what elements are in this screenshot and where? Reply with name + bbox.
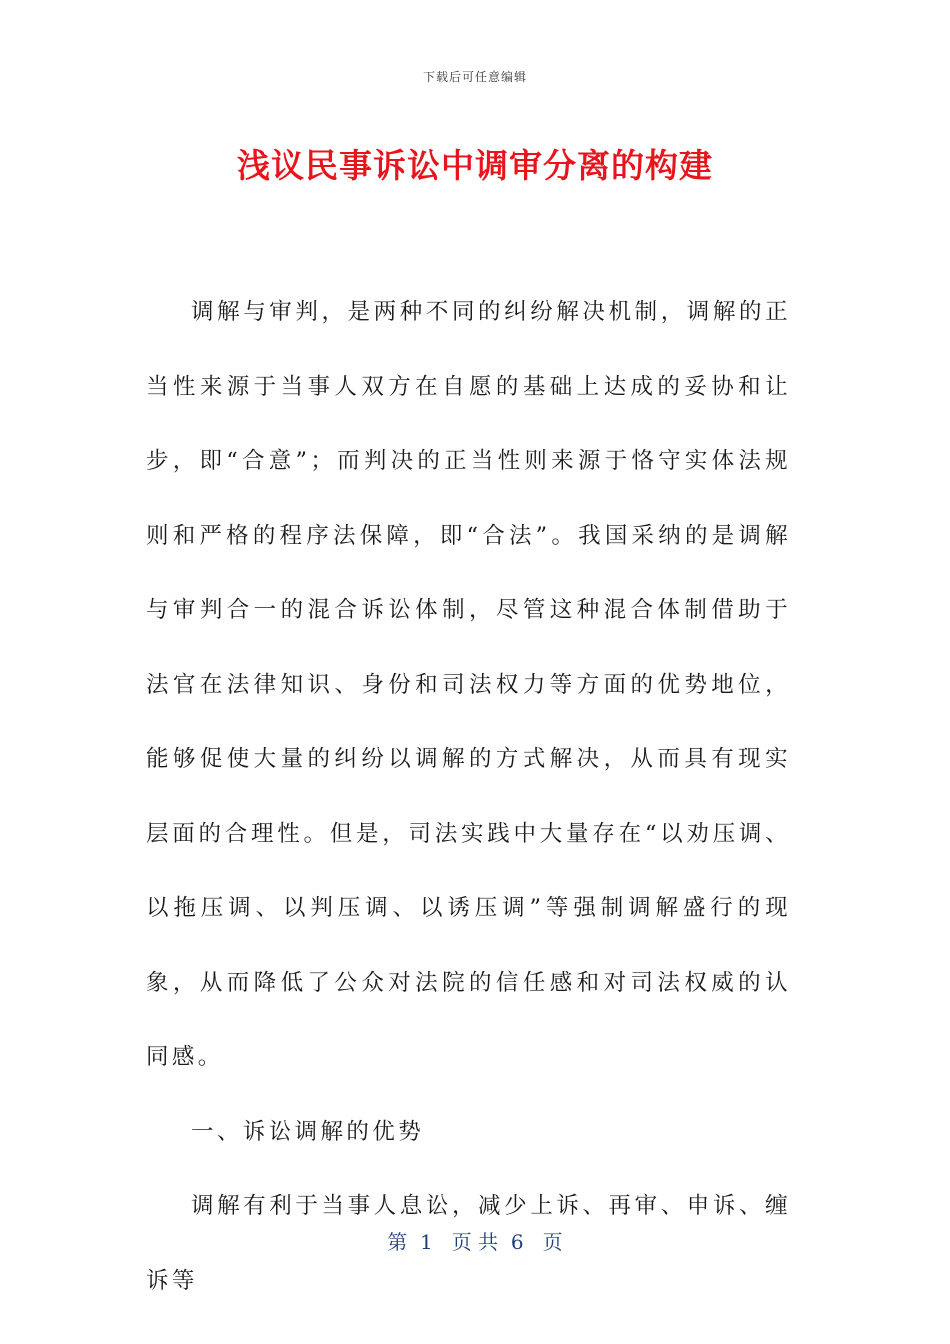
paragraph-section-1: 调解有利于当事人息讼，减少上诉、再审、申诉、缠诉等 bbox=[146, 1193, 791, 1294]
paragraph-intro: 调解与审判，是两种不同的纠纷解决机制，调解的正当性来源于当事人双方在自愿的基础上达成的妥协和让步，即“合意”；而判决的正当性则来源于恪守实体法规则和严格的程序法保障，即“合法”。我国采纳的是调解与审判合一的混合诉讼体制，尽管这种混合体制借助于法官在法律知识、身份和司法权力等方面的优势地位，能够促使大量的纠纷以调解的方式解决，从而具有现实层面的合理性。但是，司法实践中大量存在“以劝压调、以拖压调、以判压调、以诱压调”等强制调解盛行的现象，从而降低了公众对法院的信任感和对司法权威的认同感。 bbox=[146, 299, 791, 1070]
page-header-note: 下载后可任意编辑 bbox=[422, 70, 527, 84]
section-heading-1: 一、诉讼调解的优势 bbox=[191, 1118, 425, 1145]
document-body bbox=[146, 275, 791, 1318]
document-title: 浅议民事诉讼中调审分离的构建 bbox=[237, 146, 713, 185]
page-footer-number: 第 1 页 共 6 页 bbox=[387, 1230, 563, 1254]
